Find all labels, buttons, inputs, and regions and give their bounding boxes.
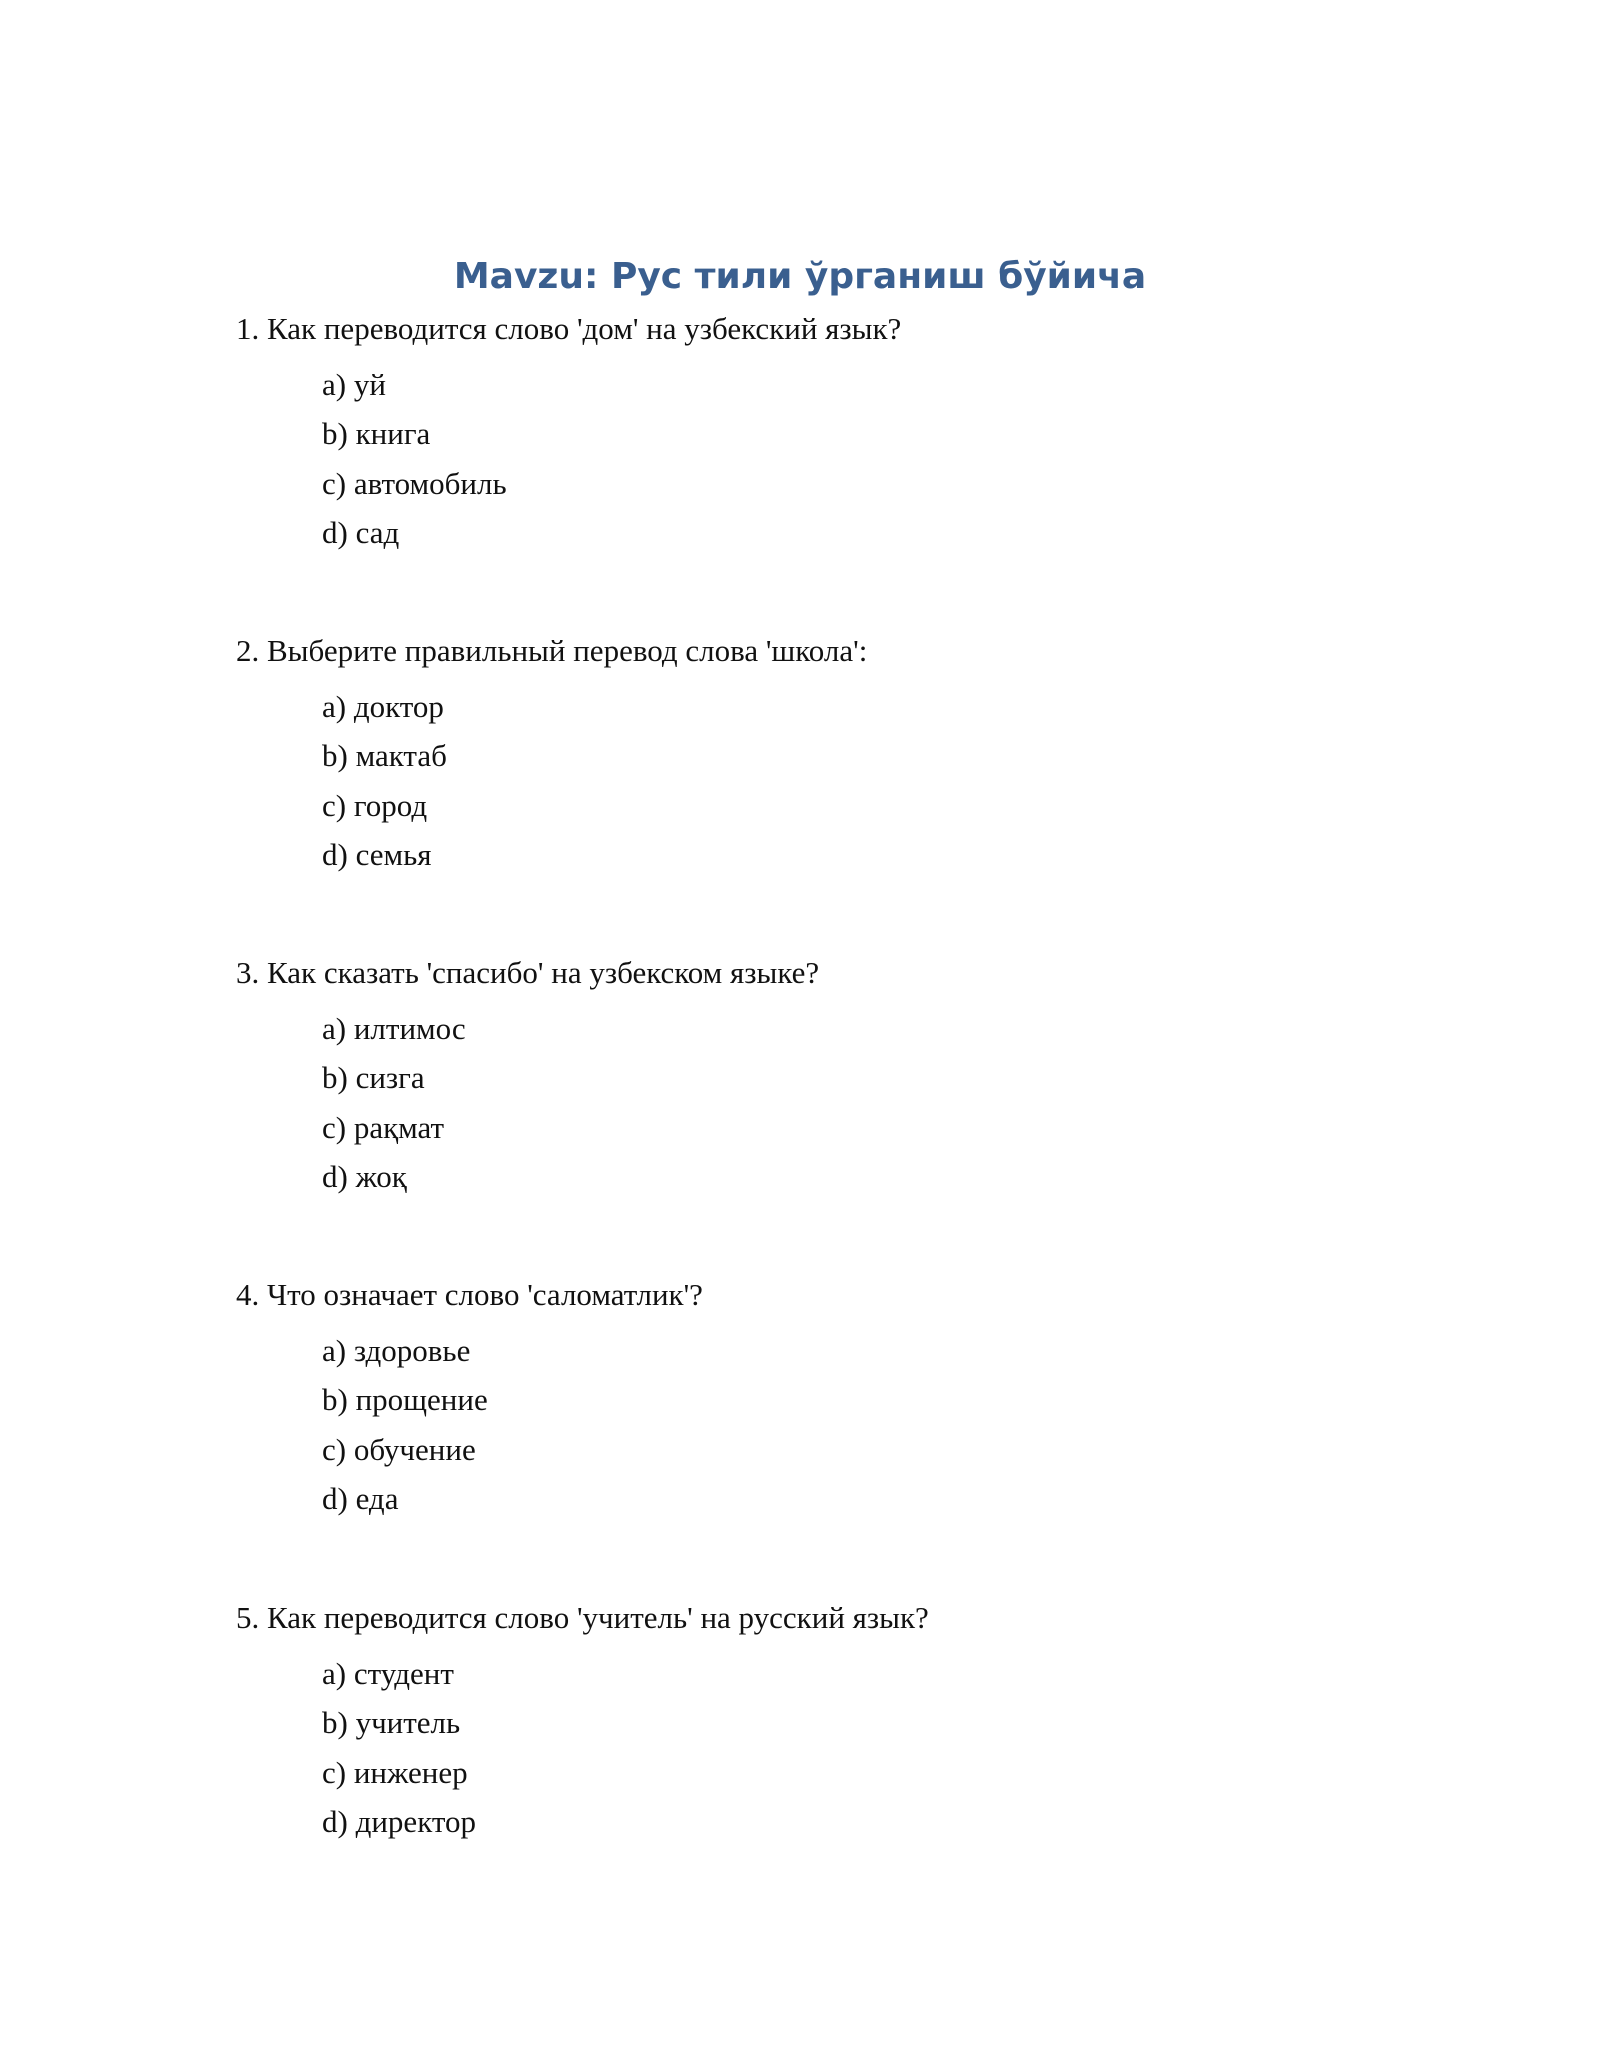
option-c: c) рақмат xyxy=(322,1109,445,1145)
option-b: b) книга xyxy=(322,416,431,452)
question-text: 1. Как переводится слово 'дом' на узбекский язык? xyxy=(236,311,902,346)
option-list xyxy=(236,1654,1436,1851)
question-3 xyxy=(236,953,1436,1206)
option-b: b) мактаб xyxy=(322,738,447,774)
option-d: d) семья xyxy=(322,836,432,872)
question-text: 4. Что означает слово 'саломатлик'? xyxy=(236,1277,703,1312)
option-a: a) доктор xyxy=(322,689,444,724)
option-list xyxy=(236,1009,1436,1206)
question-2 xyxy=(236,631,1436,884)
page-title: Mavzu: Рус тили ўрганиш бўйича xyxy=(453,256,1147,297)
question-5 xyxy=(236,1598,1436,1851)
option-d: d) директор xyxy=(322,1803,476,1839)
option-list xyxy=(236,1331,1436,1528)
option-d: d) еда xyxy=(322,1480,399,1516)
question-4 xyxy=(236,1275,1436,1528)
option-a: a) уй xyxy=(322,367,386,402)
option-list xyxy=(236,365,1436,562)
option-d: d) жоқ xyxy=(322,1158,407,1194)
option-d: d) сад xyxy=(322,514,400,550)
option-a: a) здоровье xyxy=(322,1333,471,1368)
option-b: b) сизга xyxy=(322,1060,425,1096)
question-text: 3. Как сказать 'спасибо' на узбекском языке? xyxy=(236,955,820,990)
option-a: a) студент xyxy=(322,1656,454,1691)
question-text: 2. Выберите правильный перевод слова 'школа': xyxy=(236,633,868,668)
option-b: b) прощение xyxy=(322,1382,488,1418)
question-1 xyxy=(236,309,1436,562)
question-text: 5. Как переводится слово 'учитель' на русский язык? xyxy=(236,1600,929,1635)
option-c: c) обучение xyxy=(322,1431,476,1467)
option-c: c) инженер xyxy=(322,1754,468,1790)
option-c: c) город xyxy=(322,787,428,823)
option-a: a) илтимос xyxy=(322,1011,466,1046)
option-list xyxy=(236,687,1436,884)
option-c: c) автомобиль xyxy=(322,465,507,501)
option-b: b) учитель xyxy=(322,1705,461,1741)
